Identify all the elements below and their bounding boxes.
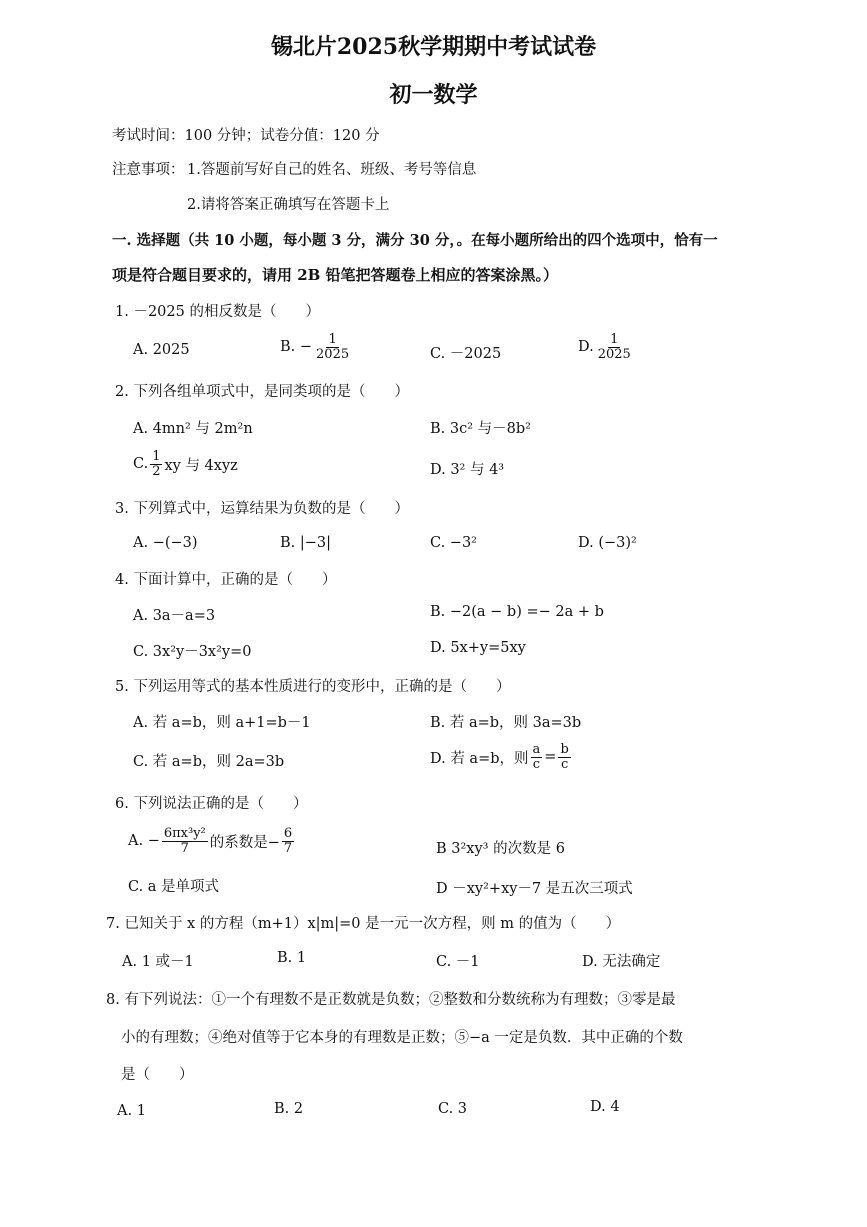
q3-option-b: B. |−3|: [280, 535, 332, 551]
note-2: 2.请将答案正确填写在答题卡上: [187, 197, 390, 213]
q5-d-fraction-1: [531, 743, 543, 771]
q7-option-d: D. 无法确定: [582, 954, 661, 970]
q1-d-prefix: D.: [578, 339, 594, 356]
q5-d-prefix: D. 若 a=b，则: [430, 750, 529, 767]
q6-option-c: C. a 是单项式: [128, 879, 220, 895]
q5-option-b: B. 若 a=b，则 3a=3b: [430, 715, 582, 731]
q1-option-b: [280, 333, 353, 361]
q6-a-fraction-2: [282, 827, 294, 855]
question-1-stem: 1. －2025 的相反数是（ ）: [115, 304, 320, 320]
question-6-stem: 6. 下列说法正确的是（ ）: [115, 796, 308, 812]
q2-option-c: [133, 450, 238, 478]
q6-a-fraction: [162, 827, 208, 855]
q2-c-den: 2: [152, 463, 161, 479]
q8-option-c: C. 3: [438, 1101, 468, 1117]
question-8-line1: 8. 有下列说法：①一个有理数不是正数就是负数；②整数和分数统称为有理数；③零是最: [106, 992, 676, 1008]
q1-d-fraction: [596, 333, 633, 361]
q1-b-num: 1: [328, 332, 337, 347]
note-1: 1.答题前写好自己的姓名、班级、考号等信息: [187, 162, 477, 178]
exam-title: 锡北片2025秋学期期中考试试卷: [270, 34, 597, 60]
q5-option-a: A. 若 a=b，则 a+1=b－1: [133, 715, 311, 731]
q3-option-a: A. −(−3): [133, 535, 198, 551]
q3-option-c: C. −3²: [430, 535, 477, 551]
q8-option-d: D. 4: [590, 1099, 620, 1115]
q6-option-d: D －xy²+xy－7 是五次三项式: [436, 881, 633, 897]
question-3-stem: 3. 下列算式中，运算结果为负数的是（ ）: [115, 501, 409, 517]
q1-b-den: 2025: [316, 346, 350, 362]
q7-option-a: A. 1 或－1: [122, 954, 194, 970]
question-8-line3: 是（ ）: [121, 1067, 194, 1083]
q6-a-prefix: A. −: [128, 833, 160, 850]
q2-option-b: B. 3c² 与－8b²: [430, 421, 531, 437]
q1-option-d: [578, 333, 635, 361]
q2-c-prefix: C.: [133, 456, 149, 473]
q7-option-b: B. 1: [277, 950, 307, 966]
question-4-stem: 4. 下面计算中，正确的是（ ）: [115, 572, 337, 588]
q5-d-num2: b: [560, 742, 569, 757]
section-heading-line2: 项是符合题目要求的，请用 2B 铅笔把答题卷上相应的答案涂黑。）: [112, 266, 559, 284]
q5-d-den1: c: [532, 756, 541, 772]
q4-option-a: A. 3a－a=3: [133, 608, 216, 624]
q8-option-a: A. 1: [117, 1103, 146, 1119]
exam-info: 考试时间：100 分钟；试卷分值：120 分: [112, 128, 380, 144]
q4-option-b: B. −2(a − b) =− 2a + b: [430, 604, 604, 620]
notes-label: 注意事项：: [112, 162, 185, 178]
q3-option-d: D. (−3)²: [578, 535, 637, 551]
q1-option-a: A. 2025: [133, 342, 190, 358]
q6-option-a: [128, 827, 296, 855]
q5-d-equals: =: [544, 749, 557, 766]
q5-option-d: [430, 743, 573, 771]
q1-b-prefix: B. −: [280, 339, 313, 356]
section-heading-line1: 一. 选择题（共 10 小题，每小题 3 分，满分 30 分，。在每小题所给出的四个选项中，恰有一: [112, 232, 718, 249]
q1-d-den: 2025: [597, 346, 631, 362]
q7-option-c: C. －1: [436, 954, 480, 970]
q8-option-b: B. 2: [274, 1101, 304, 1117]
q4-option-c: C. 3x²y－3x²y=0: [133, 644, 252, 660]
question-8-line2: 小的有理数；④绝对值等于它本身的有理数是正数；⑤−a 一定是负数．其中正确的个数: [121, 1030, 683, 1046]
q5-d-fraction-2: [558, 743, 570, 771]
q2-option-d: D. 3² 与 4³: [430, 462, 505, 478]
q6-option-b: B 3²xy³ 的次数是 6: [436, 841, 565, 857]
subject-title: 初一数学: [389, 82, 478, 108]
q6-a-mid: 的系数是−: [209, 834, 280, 851]
q6-a-num: 6πx³y²: [163, 826, 206, 841]
q6-a-den: 7: [180, 840, 189, 856]
q1-b-fraction: [314, 333, 351, 361]
q2-c-num: 1: [152, 449, 161, 464]
q6-a-num2: 6: [283, 826, 293, 841]
question-5-stem: 5. 下列运用等式的基本性质进行的变形中，正确的是（ ）: [115, 679, 511, 695]
q5-d-num1: a: [532, 742, 541, 757]
q1-option-c: C. －2025: [430, 346, 502, 362]
q2-c-suffix: xy 与 4xyz: [164, 457, 238, 474]
q2-option-a: A. 4mn² 与 2m²n: [133, 421, 253, 437]
question-7-stem: 7. 已知关于 x 的方程（m+1）x|m|=0 是一元一次方程，则 m 的值为（ ）: [106, 916, 621, 932]
q4-option-d: D. 5x+y=5xy: [430, 640, 526, 656]
q1-d-num: 1: [610, 332, 619, 347]
q6-a-den2: 7: [283, 840, 293, 856]
q2-c-fraction: [150, 450, 162, 478]
q5-option-c: C. 若 a=b，则 2a=3b: [133, 754, 285, 770]
question-2-stem: 2. 下列各组单项式中，是同类项的是（ ）: [115, 384, 409, 400]
q5-d-den2: c: [560, 756, 569, 772]
